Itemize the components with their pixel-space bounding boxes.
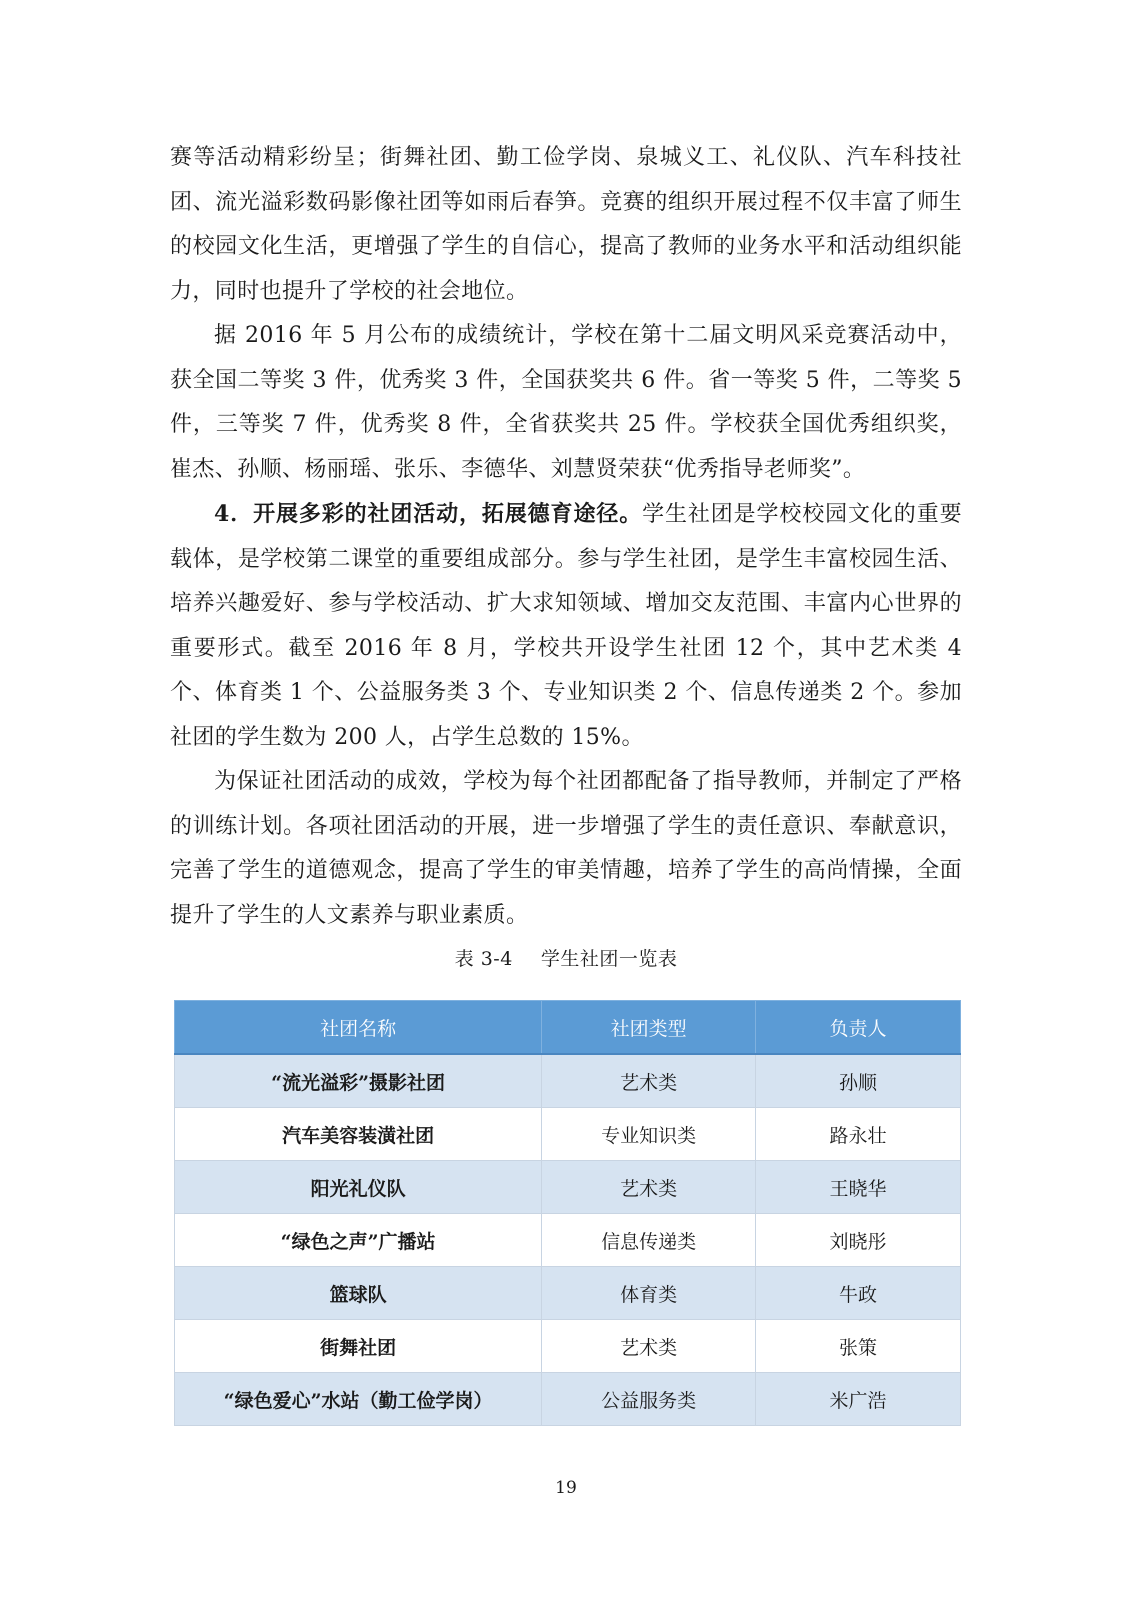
table-row: [175, 1108, 961, 1161]
body-text: [170, 136, 962, 938]
paragraph-3-body: 学生社团是学校校园文化的重要载体，是学校第二课堂的重要组成部分。参与学生社团，是学生丰富校园生活、培养兴趣爱好、参与学校活动、扩大求知领域、增加交友范围、丰富内心世界的重要形式。截至 2016 年 8 月，学校共开设学生社团 12 个，其中艺术类 4 个、体育类 1 个、公益服务类 3 个、专业知识类 2 个、信息传递类 2 个。参加社团的学生数为 200 人，占学生总数的 15%。: [170, 502, 962, 750]
clubs-table: [174, 1000, 961, 1426]
table-row: [175, 1267, 961, 1320]
table-row: [175, 1054, 961, 1108]
club-leader-cell: 米广浩: [756, 1373, 961, 1426]
paragraph-2: 据 2016 年 5 月公布的成绩统计，学校在第十二届文明风采竞赛活动中，获全国二等奖 3 件，优秀奖 3 件，全国获奖共 6 件。省一等奖 5 件，二等奖 5 件，三等奖 7 件，优秀奖 8 件，全省获奖共 25 件。学校获全国优秀组织奖，崔杰、孙顺、杨丽瑶、张乐、李德华、刘慧贤荣获“优秀指导老师奖”。: [170, 323, 962, 482]
club-type-cell: 公益服务类: [542, 1373, 756, 1426]
club-name-cell: 汽车美容装潢社团: [175, 1108, 542, 1161]
club-leader-cell: 张策: [756, 1320, 961, 1373]
header-club-name: 社团名称: [175, 1001, 542, 1055]
table-header-row: [175, 1001, 961, 1055]
table-row: [175, 1373, 961, 1426]
club-type-cell: 艺术类: [542, 1320, 756, 1373]
club-leader-cell: 路永壮: [756, 1108, 961, 1161]
club-name-cell: 阳光礼仪队: [175, 1161, 542, 1214]
club-leader-cell: 牛政: [756, 1267, 961, 1320]
club-leader-cell: 王晓华: [756, 1161, 961, 1214]
club-leader-cell: 刘晓彤: [756, 1214, 961, 1267]
club-name-cell: “绿色爱心”水站（勤工俭学岗）: [175, 1373, 542, 1426]
header-club-type: 社团类型: [542, 1001, 756, 1055]
page-number: 19: [555, 1478, 577, 1498]
club-type-cell: 体育类: [542, 1267, 756, 1320]
club-name-cell: “流光溢彩”摄影社团: [175, 1054, 542, 1108]
table-caption-title: 学生社团一览表: [540, 948, 678, 970]
club-type-cell: 艺术类: [542, 1054, 756, 1108]
table-caption-number: 表 3-4: [454, 948, 513, 970]
club-name-cell: 街舞社团: [175, 1320, 542, 1373]
table-row: [175, 1214, 961, 1267]
header-leader: 负责人: [756, 1001, 961, 1055]
club-leader-cell: 孙顺: [756, 1054, 961, 1108]
club-type-cell: 信息传递类: [542, 1214, 756, 1267]
section-heading: 4．开展多彩的社团活动，拓展德育途径。: [214, 501, 643, 527]
club-name-cell: 篮球队: [175, 1267, 542, 1320]
paragraph-3: [170, 492, 962, 760]
table-caption: [170, 944, 962, 971]
table-row: [175, 1320, 961, 1373]
paragraph-1: 赛等活动精彩纷呈；街舞社团、勤工俭学岗、泉城义工、礼仪队、汽车科技社团、流光溢彩数码影像社团等如雨后春笋。竞赛的组织开展过程不仅丰富了师生的校园文化生活，更增强了学生的自信心，提高了教师的业务水平和活动组织能力，同时也提升了学校的社会地位。: [170, 145, 962, 304]
paragraph-4: 为保证社团活动的成效，学校为每个社团都配备了指导教师，并制定了严格的训练计划。各项社团活动的开展，进一步增强了学生的责任意识、奉献意识，完善了学生的道德观念，提高了学生的审美情趣，培养了学生的高尚情操，全面提升了学生的人文素养与职业素质。: [170, 769, 962, 928]
club-type-cell: 艺术类: [542, 1161, 756, 1214]
club-type-cell: 专业知识类: [542, 1108, 756, 1161]
club-name-cell: “绿色之声”广播站: [175, 1214, 542, 1267]
table-row: [175, 1161, 961, 1214]
